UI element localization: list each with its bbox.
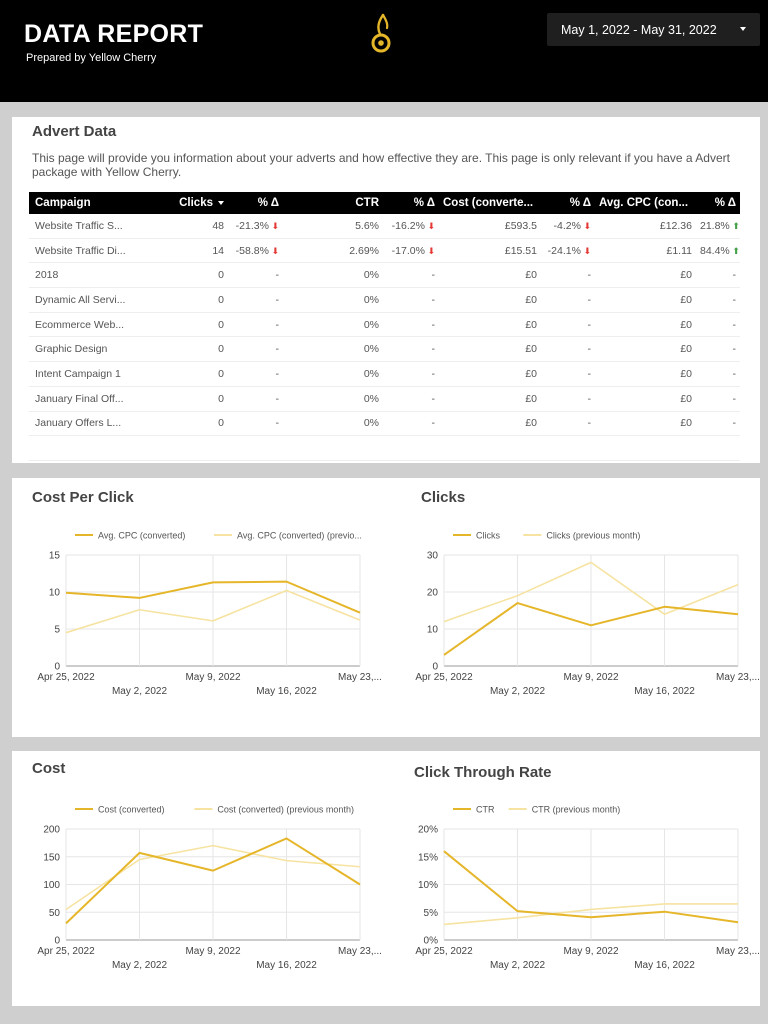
table-row[interactable]: [29, 362, 740, 387]
legend-label: Clicks (previous month): [546, 530, 641, 541]
cpc-chart-title: Cost Per Click: [32, 489, 134, 506]
clicks-delta-cell: [228, 368, 283, 380]
x-tick-label: May 23,...: [338, 672, 382, 683]
ctr-delta-cell: [383, 294, 439, 306]
ctr-cell: [283, 417, 383, 429]
ctr-cell: [283, 393, 383, 405]
cost-cell-text: £15.51: [504, 244, 537, 257]
col-header-clicks-label: Clicks: [179, 197, 213, 209]
y-tick-label: 10: [426, 624, 438, 636]
cpc-delta-cell: [696, 220, 740, 232]
col-header-cpc-delta[interactable]: % Δ: [714, 197, 736, 209]
ctr-delta-cell-text: -: [431, 293, 435, 306]
ctr-line-chart: [408, 796, 760, 981]
campaign-cell-text: Graphic Design: [35, 343, 108, 356]
table-row[interactable]: [29, 313, 740, 338]
cost-delta-cell: [541, 343, 595, 355]
ctr-delta-cell-text: -: [431, 392, 435, 405]
cost-delta-cell: [541, 393, 595, 405]
clicks-delta-cell: [228, 294, 283, 306]
campaign-cell: [29, 393, 162, 405]
ctr-cell-text: 0%: [363, 392, 379, 405]
ctr-cell-text: 2.69%: [349, 244, 379, 257]
clicks-cell-text: 0: [218, 343, 224, 356]
cost-cell-text: £0: [525, 367, 537, 380]
x-tick-label: May 16, 2022: [256, 686, 317, 697]
y-tick-label: 0: [54, 661, 60, 673]
arrow-up-icon: ⬆: [729, 245, 740, 256]
chart-svg: [408, 796, 760, 981]
cost-cell-text: £0: [525, 343, 537, 356]
clicks-cell: [162, 269, 228, 281]
cost-delta-cell-text: -4.2%: [553, 219, 581, 232]
y-tick-label: 15: [48, 550, 60, 562]
x-tick-label: May 9, 2022: [563, 946, 619, 957]
cpc-cell: [595, 343, 696, 355]
date-range-picker[interactable]: [547, 13, 760, 46]
cost-delta-cell-text: -: [587, 318, 591, 331]
y-tick-label: 10%: [417, 880, 438, 891]
table-row[interactable]: [29, 288, 740, 313]
advert-data-card: [12, 117, 760, 463]
cost-cell: [439, 393, 541, 405]
cpc-cell: [595, 245, 696, 257]
campaign-cell: [29, 319, 162, 331]
ctr-delta-cell-text: -: [431, 417, 435, 430]
arrow-down-icon: ⬇: [424, 245, 435, 256]
cpc-cell: [595, 269, 696, 281]
ctr-cell: [283, 269, 383, 281]
cpc-delta-cell-text: -: [732, 318, 736, 331]
arrow-down-icon: ⬇: [580, 245, 591, 256]
x-tick-label: Apr 25, 2022: [415, 672, 473, 683]
ctr-delta-cell-text: -: [431, 343, 435, 356]
legend-item[interactable]: [453, 531, 500, 541]
ctr-delta-cell: [383, 368, 439, 380]
x-tick-label: May 9, 2022: [185, 946, 241, 957]
clicks-delta-cell: [228, 343, 283, 355]
cost-cell-text: £593.5: [504, 219, 537, 232]
campaign-cell: [29, 294, 162, 306]
campaign-cell-text: Intent Campaign 1: [35, 367, 121, 380]
cpc-cell: [595, 393, 696, 405]
x-tick-label: May 2, 2022: [111, 960, 168, 971]
campaign-cell-text: Dynamic All Servi...: [35, 293, 126, 306]
col-header-cpc[interactable]: Avg. CPC (con...: [599, 197, 689, 209]
col-header-campaign[interactable]: Campaign: [35, 197, 91, 209]
clicks-cell: [162, 343, 228, 355]
cpc-delta-cell-text: -: [732, 392, 736, 405]
clicks-chart-title: Clicks: [421, 489, 466, 506]
cpc-delta-cell-text: -: [732, 367, 736, 380]
clicks-cell: [162, 393, 228, 405]
cpc-cell: [595, 368, 696, 380]
ctr-cell: [283, 319, 383, 331]
y-tick-label: 0%: [423, 935, 438, 947]
legend-item[interactable]: [194, 805, 354, 815]
cpc-cell-text: £0: [680, 318, 692, 331]
cost-delta-cell: [541, 319, 595, 331]
clicks-cell: [162, 294, 228, 306]
arrow-up-icon: ⬆: [729, 220, 740, 231]
cpc-delta-cell-text: -: [732, 269, 736, 282]
chart-svg: [30, 796, 382, 981]
campaign-cell-text: January Offers L...: [35, 417, 122, 430]
x-tick-label: May 16, 2022: [256, 960, 317, 971]
cost-delta-cell-text: -: [587, 269, 591, 282]
table-row[interactable]: [29, 214, 740, 239]
legend-label: Cost (converted) (previous month): [217, 804, 354, 815]
cpc-delta-cell: [696, 393, 740, 405]
clicks-delta-cell-text: -21.3%: [235, 219, 269, 232]
cpc-delta-cell: [696, 294, 740, 306]
clicks-delta-cell: [228, 417, 283, 429]
ctr-chart-title: Click Through Rate: [414, 764, 552, 781]
cpc-delta-cell: [696, 269, 740, 281]
table-header: [29, 192, 740, 214]
cost-chart-title: Cost: [32, 760, 66, 777]
clicks-cell-text: 0: [218, 367, 224, 380]
cost-cell: [439, 220, 541, 232]
col-header-clicks[interactable]: [162, 197, 228, 209]
cpc-delta-cell: [696, 368, 740, 380]
col-header-clicks-delta[interactable]: % Δ: [257, 197, 279, 209]
x-tick-label: Apr 25, 2022: [37, 672, 95, 683]
campaign-cell-text: Website Traffic Di...: [35, 244, 126, 257]
y-tick-label: 200: [43, 824, 60, 836]
cpc-cell-text: £0: [680, 417, 692, 430]
chevron-down-icon: [740, 27, 746, 31]
cost-delta-cell: [541, 417, 595, 429]
x-tick-label: May 16, 2022: [634, 960, 695, 971]
x-tick-label: May 16, 2022: [634, 686, 695, 697]
advert-description: This page will provide you information about your adverts and how effective they are. This page is only relevant if you have a Advert package with Yellow Cherry.: [32, 151, 730, 179]
cost-cell-text: £0: [525, 269, 537, 282]
table-row[interactable]: [29, 337, 740, 362]
ctr-cell: [283, 368, 383, 380]
cpc-delta-cell-text: -: [732, 417, 736, 430]
advert-title: Advert Data: [32, 123, 117, 140]
table-body: [29, 214, 740, 461]
campaign-cell: [29, 269, 162, 281]
cost-delta-cell: [541, 368, 595, 380]
clicks-cell-text: 14: [212, 244, 224, 257]
legend-label: Cost (converted): [98, 804, 165, 815]
ctr-cell-text: 0%: [363, 318, 379, 331]
date-range-label: May 1, 2022 - May 31, 2022: [561, 22, 717, 37]
table-row[interactable]: [29, 436, 740, 461]
legend-label: Clicks: [476, 530, 500, 541]
cpc-delta-cell-text: 21.8%: [700, 219, 730, 232]
cost-line-chart: [30, 796, 382, 981]
cpc-delta-cell-text: 84.4%: [700, 244, 730, 257]
cost-cell: [439, 269, 541, 281]
clicks-delta-cell-text: -: [275, 343, 279, 356]
legend-item[interactable]: [214, 531, 362, 541]
campaign-cell-text: 2018: [35, 269, 59, 282]
cpc-delta-cell: [696, 319, 740, 331]
y-tick-label: 20: [426, 587, 438, 599]
legend-label: Avg. CPC (converted): [98, 530, 186, 541]
ctr-delta-cell: [383, 220, 439, 232]
clicks-delta-cell-text: -58.8%: [235, 244, 269, 257]
ctr-cell-text: 0%: [363, 293, 379, 306]
clicks-delta-cell-text: -: [275, 318, 279, 331]
cpc-cell: [595, 294, 696, 306]
charts-row-1: [12, 478, 760, 737]
cpc-line-chart: [30, 522, 382, 707]
clicks-delta-cell-text: -: [275, 269, 279, 282]
clicks-delta-cell: [228, 245, 283, 257]
table-row[interactable]: [29, 387, 740, 412]
cost-cell: [439, 245, 541, 257]
cpc-cell-text: £12.36: [659, 219, 692, 232]
cpc-delta-cell-text: -: [732, 343, 736, 356]
ctr-delta-cell: [383, 417, 439, 429]
cpc-delta-cell: [696, 343, 740, 355]
cost-cell: [439, 319, 541, 331]
legend-item[interactable]: [75, 805, 165, 815]
x-tick-label: May 23,...: [338, 946, 382, 957]
clicks-delta-cell: [228, 319, 283, 331]
cost-cell: [439, 294, 541, 306]
campaign-cell: [29, 417, 162, 429]
clicks-cell-text: 0: [218, 293, 224, 306]
x-tick-label: May 9, 2022: [563, 672, 619, 683]
clicks-cell-text: 48: [212, 219, 224, 232]
col-header-cost-delta[interactable]: % Δ: [569, 197, 591, 209]
ctr-delta-cell: [383, 245, 439, 257]
cpc-delta-cell: [696, 245, 740, 257]
cost-delta-cell-text: -: [587, 417, 591, 430]
table-row[interactable]: [29, 239, 740, 264]
arrow-down-icon: ⬇: [424, 220, 435, 231]
ctr-cell: [283, 343, 383, 355]
y-tick-label: 0: [54, 935, 60, 947]
clicks-delta-cell-text: -: [275, 392, 279, 405]
cost-cell: [439, 417, 541, 429]
clicks-cell-text: 0: [218, 269, 224, 282]
clicks-delta-cell-text: -: [275, 417, 279, 430]
clicks-cell-text: 0: [218, 392, 224, 405]
legend-label: Avg. CPC (converted) (previo...: [237, 530, 362, 541]
cost-delta-cell-text: -: [587, 367, 591, 380]
x-tick-label: May 23,...: [716, 946, 760, 957]
ctr-cell: [283, 294, 383, 306]
clicks-cell: [162, 417, 228, 429]
ctr-delta-cell: [383, 269, 439, 281]
x-tick-label: May 23,...: [716, 672, 760, 683]
legend-item[interactable]: [75, 531, 185, 541]
y-tick-label: 100: [43, 880, 60, 891]
clicks-delta-cell-text: -: [275, 367, 279, 380]
report-subtitle: Prepared by Yellow Cherry: [26, 52, 157, 64]
clicks-cell: [162, 220, 228, 232]
cpc-cell-text: £1.11: [666, 244, 692, 257]
cost-delta-cell-text: -: [587, 392, 591, 405]
campaign-cell: [29, 245, 162, 257]
legend-item[interactable]: [523, 531, 640, 541]
ctr-delta-cell-text: -16.2%: [391, 219, 425, 232]
ctr-delta-cell: [383, 343, 439, 355]
col-header-ctr-delta[interactable]: % Δ: [413, 197, 435, 209]
clicks-delta-cell-text: -: [275, 293, 279, 306]
y-tick-label: 15%: [417, 852, 438, 864]
cost-delta-cell: [541, 269, 595, 281]
x-tick-label: May 9, 2022: [185, 672, 241, 683]
clicks-line-chart: [408, 522, 760, 707]
arrow-down-icon: ⬇: [268, 245, 279, 256]
cost-delta-cell-text: -: [587, 293, 591, 306]
campaign-cell-text: Ecommerce Web...: [35, 318, 125, 331]
campaign-cell: [29, 368, 162, 380]
cost-delta-cell: [541, 245, 595, 257]
ctr-delta-cell: [383, 393, 439, 405]
table-row[interactable]: [29, 412, 740, 437]
cpc-delta-cell: [696, 417, 740, 429]
cost-cell-text: £0: [525, 417, 537, 430]
y-tick-label: 0: [432, 661, 438, 673]
sort-desc-icon: [218, 201, 224, 205]
arrow-down-icon: ⬇: [268, 220, 279, 231]
clicks-delta-cell: [228, 220, 283, 232]
clicks-cell: [162, 245, 228, 257]
x-tick-label: Apr 25, 2022: [415, 946, 473, 957]
legend-label: CTR (previous month): [531, 804, 621, 815]
ctr-cell-text: 0%: [363, 343, 379, 356]
clicks-cell: [162, 368, 228, 380]
y-tick-label: 50: [48, 907, 60, 919]
y-tick-label: 30: [426, 550, 438, 562]
cpc-cell-text: £0: [680, 343, 692, 356]
y-tick-label: 20%: [417, 824, 438, 836]
ctr-cell-text: 0%: [363, 269, 379, 282]
ctr-cell: [283, 220, 383, 232]
campaign-cell: [29, 343, 162, 355]
ctr-delta-cell-text: -: [431, 318, 435, 331]
ctr-delta-cell-text: -: [431, 367, 435, 380]
x-tick-label: May 2, 2022: [489, 686, 546, 697]
clicks-cell: [162, 319, 228, 331]
ctr-cell-text: 0%: [363, 417, 379, 430]
cost-cell-text: £0: [525, 293, 537, 306]
chart-svg: [408, 522, 760, 707]
charts-row-2: [12, 751, 760, 1006]
cost-delta-cell-text: -: [587, 343, 591, 356]
cpc-delta-cell-text: -: [732, 293, 736, 306]
cost-delta-cell: [541, 294, 595, 306]
cost-delta-cell-text: -24.1%: [547, 244, 581, 257]
cpc-cell: [595, 319, 696, 331]
campaign-cell-text: January Final Off...: [35, 392, 124, 405]
report-header: [0, 0, 768, 102]
cost-cell: [439, 343, 541, 355]
cost-cell: [439, 368, 541, 380]
ctr-cell: [283, 245, 383, 257]
cpc-cell-text: £0: [680, 293, 692, 306]
ctr-delta-cell: [383, 319, 439, 331]
clicks-cell-text: 0: [218, 417, 224, 430]
clicks-delta-cell: [228, 269, 283, 281]
clicks-cell-text: 0: [218, 318, 224, 331]
y-tick-label: 5%: [423, 907, 438, 919]
cpc-cell: [595, 417, 696, 429]
cost-delta-cell: [541, 220, 595, 232]
cherry-logo-icon: [366, 12, 398, 58]
cpc-cell-text: £0: [680, 367, 692, 380]
cost-cell-text: £0: [525, 392, 537, 405]
x-tick-label: May 2, 2022: [111, 686, 168, 697]
col-header-cost[interactable]: Cost (converte...: [443, 197, 534, 209]
ctr-delta-cell-text: -17.0%: [391, 244, 425, 257]
y-tick-label: 10: [48, 587, 60, 599]
campaign-cell-text: Website Traffic S...: [35, 219, 123, 232]
y-tick-label: 5: [54, 624, 60, 636]
cpc-cell-text: £0: [680, 392, 692, 405]
ctr-delta-cell-text: -: [431, 269, 435, 282]
report-title: DATA REPORT: [24, 20, 204, 48]
legend-item[interactable]: [509, 805, 621, 815]
arrow-down-icon: ⬇: [580, 220, 591, 231]
x-tick-label: Apr 25, 2022: [37, 946, 95, 957]
legend-label: CTR: [476, 804, 495, 815]
cost-cell-text: £0: [525, 318, 537, 331]
campaign-cell: [29, 220, 162, 232]
legend-item[interactable]: [453, 805, 495, 815]
col-header-ctr[interactable]: CTR: [355, 197, 379, 209]
cpc-cell: [595, 220, 696, 232]
advert-table: [29, 192, 740, 444]
ctr-cell-text: 0%: [363, 367, 379, 380]
clicks-delta-cell: [228, 393, 283, 405]
y-tick-label: 150: [43, 852, 60, 864]
chart-svg: [30, 522, 382, 707]
cpc-cell-text: £0: [680, 269, 692, 282]
table-row[interactable]: [29, 263, 740, 288]
ctr-cell-text: 5.6%: [355, 219, 379, 232]
x-tick-label: May 2, 2022: [489, 960, 546, 971]
